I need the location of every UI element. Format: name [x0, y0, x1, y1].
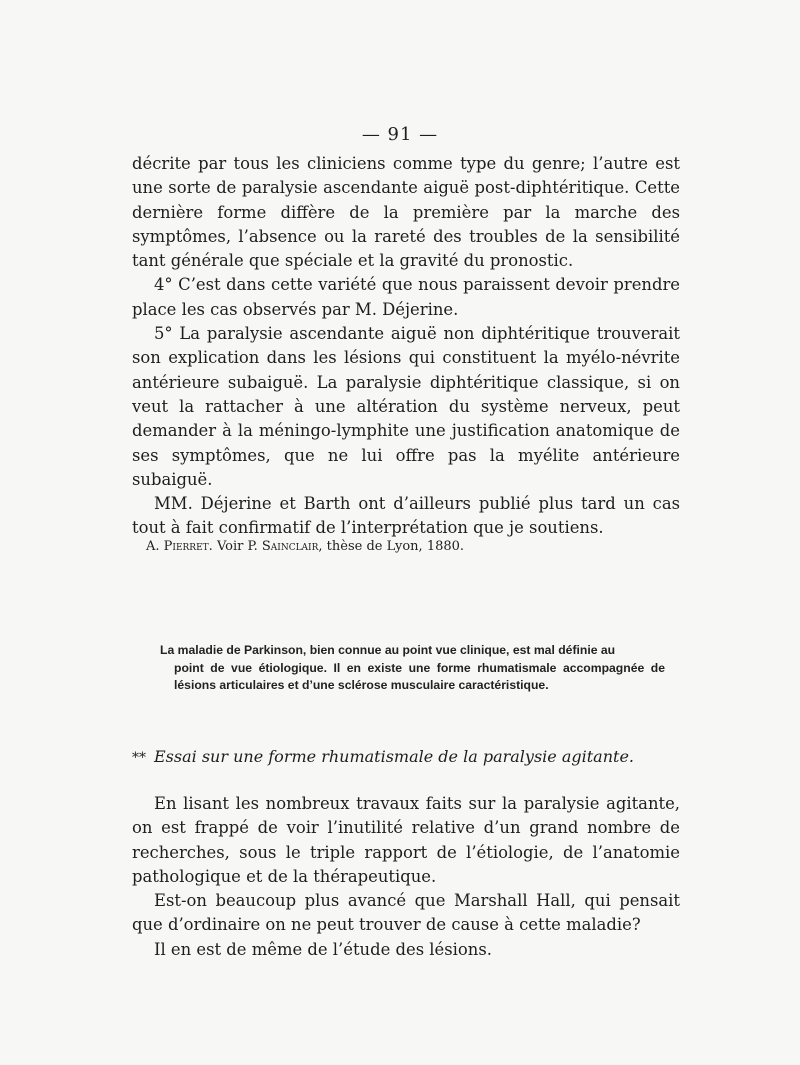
footnote — [146, 538, 666, 556]
footnote-rest: thèse de Lyon, 1880. — [326, 539, 465, 554]
section-title — [132, 745, 680, 770]
paragraph-intro: En lisant les nombreux travaux faits sur la paralysie agitante, on est frappé de voir l’inutilité relative d’un grand nombre de recherches, sous le triple rapport de l’étiologie, de l’anatomie pathologique et de la thérapeutique. — [132, 794, 680, 886]
paragraph-dejerine-barth: MM. Déjerine et Barth ont d’ailleurs publié plus tard un cas tout à fait confirmatif de l’interprétation que je soutiens. — [132, 494, 680, 538]
page-number: — 91 — — [361, 124, 439, 145]
paragraph-point-4: 4° C’est dans cette variété que nous paraissent devoir prendre place les cas observés par M. Déjerine. — [132, 275, 680, 319]
paragraph-point-5: 5° La paralysie ascendante aiguë non diphtéritique trouverait son explication dans les lésions qui constituent la myélo-névrite antérieure subaiguë. La paralysie diphtéritique classique, si on veut la rattacher à une altération du système nerveux, peut demander à la méningo-lymphite une justification anatomique de ses symptômes, que ne lui offre pas la myélite antérieure subaiguë. — [132, 324, 680, 489]
paragraph-marshall-hall: Est-on beaucoup plus avancé que Marshall Hall, qui pensait que d’ordinaire on ne peut trouver de cause à cette maladie? — [132, 891, 680, 935]
footnote-voir: Voir — [216, 539, 244, 554]
abstract-rest: point de vue étiologique. Il en existe une forme rhumatismale accompagnée de lésions articulaires et d’une sclérose musculaire caractéristique. — [174, 660, 665, 692]
abstract-line-1: La maladie de Parkinson, bien connue au point vue clinique, est mal définie au — [160, 643, 616, 657]
section-title-text: Essai sur une forme rhumatismale de la paralysie agitante. — [154, 747, 634, 766]
body-text-lower — [132, 792, 680, 962]
footnote-author: A. Pierret. — [146, 539, 213, 554]
abstract — [160, 642, 665, 695]
footnote-cited: P. Sainclair, — [247, 539, 323, 554]
paragraph-continuation: décrite par tous les cliniciens comme type du genre; l’autre est une sorte de paralysie ascendante aiguë post-diphtéritique. Cette dernière forme diffère de la première par la marche des symptômes, l’absence ou la rareté des troubles de la sensibilité tant générale que spéciale et la gravité du pronostic. — [132, 154, 680, 271]
paragraph-lesions: Il en est de même de l’étude des lésions. — [154, 939, 492, 959]
section-title-mark: ** — [132, 750, 146, 766]
body-text-upper — [132, 152, 680, 541]
